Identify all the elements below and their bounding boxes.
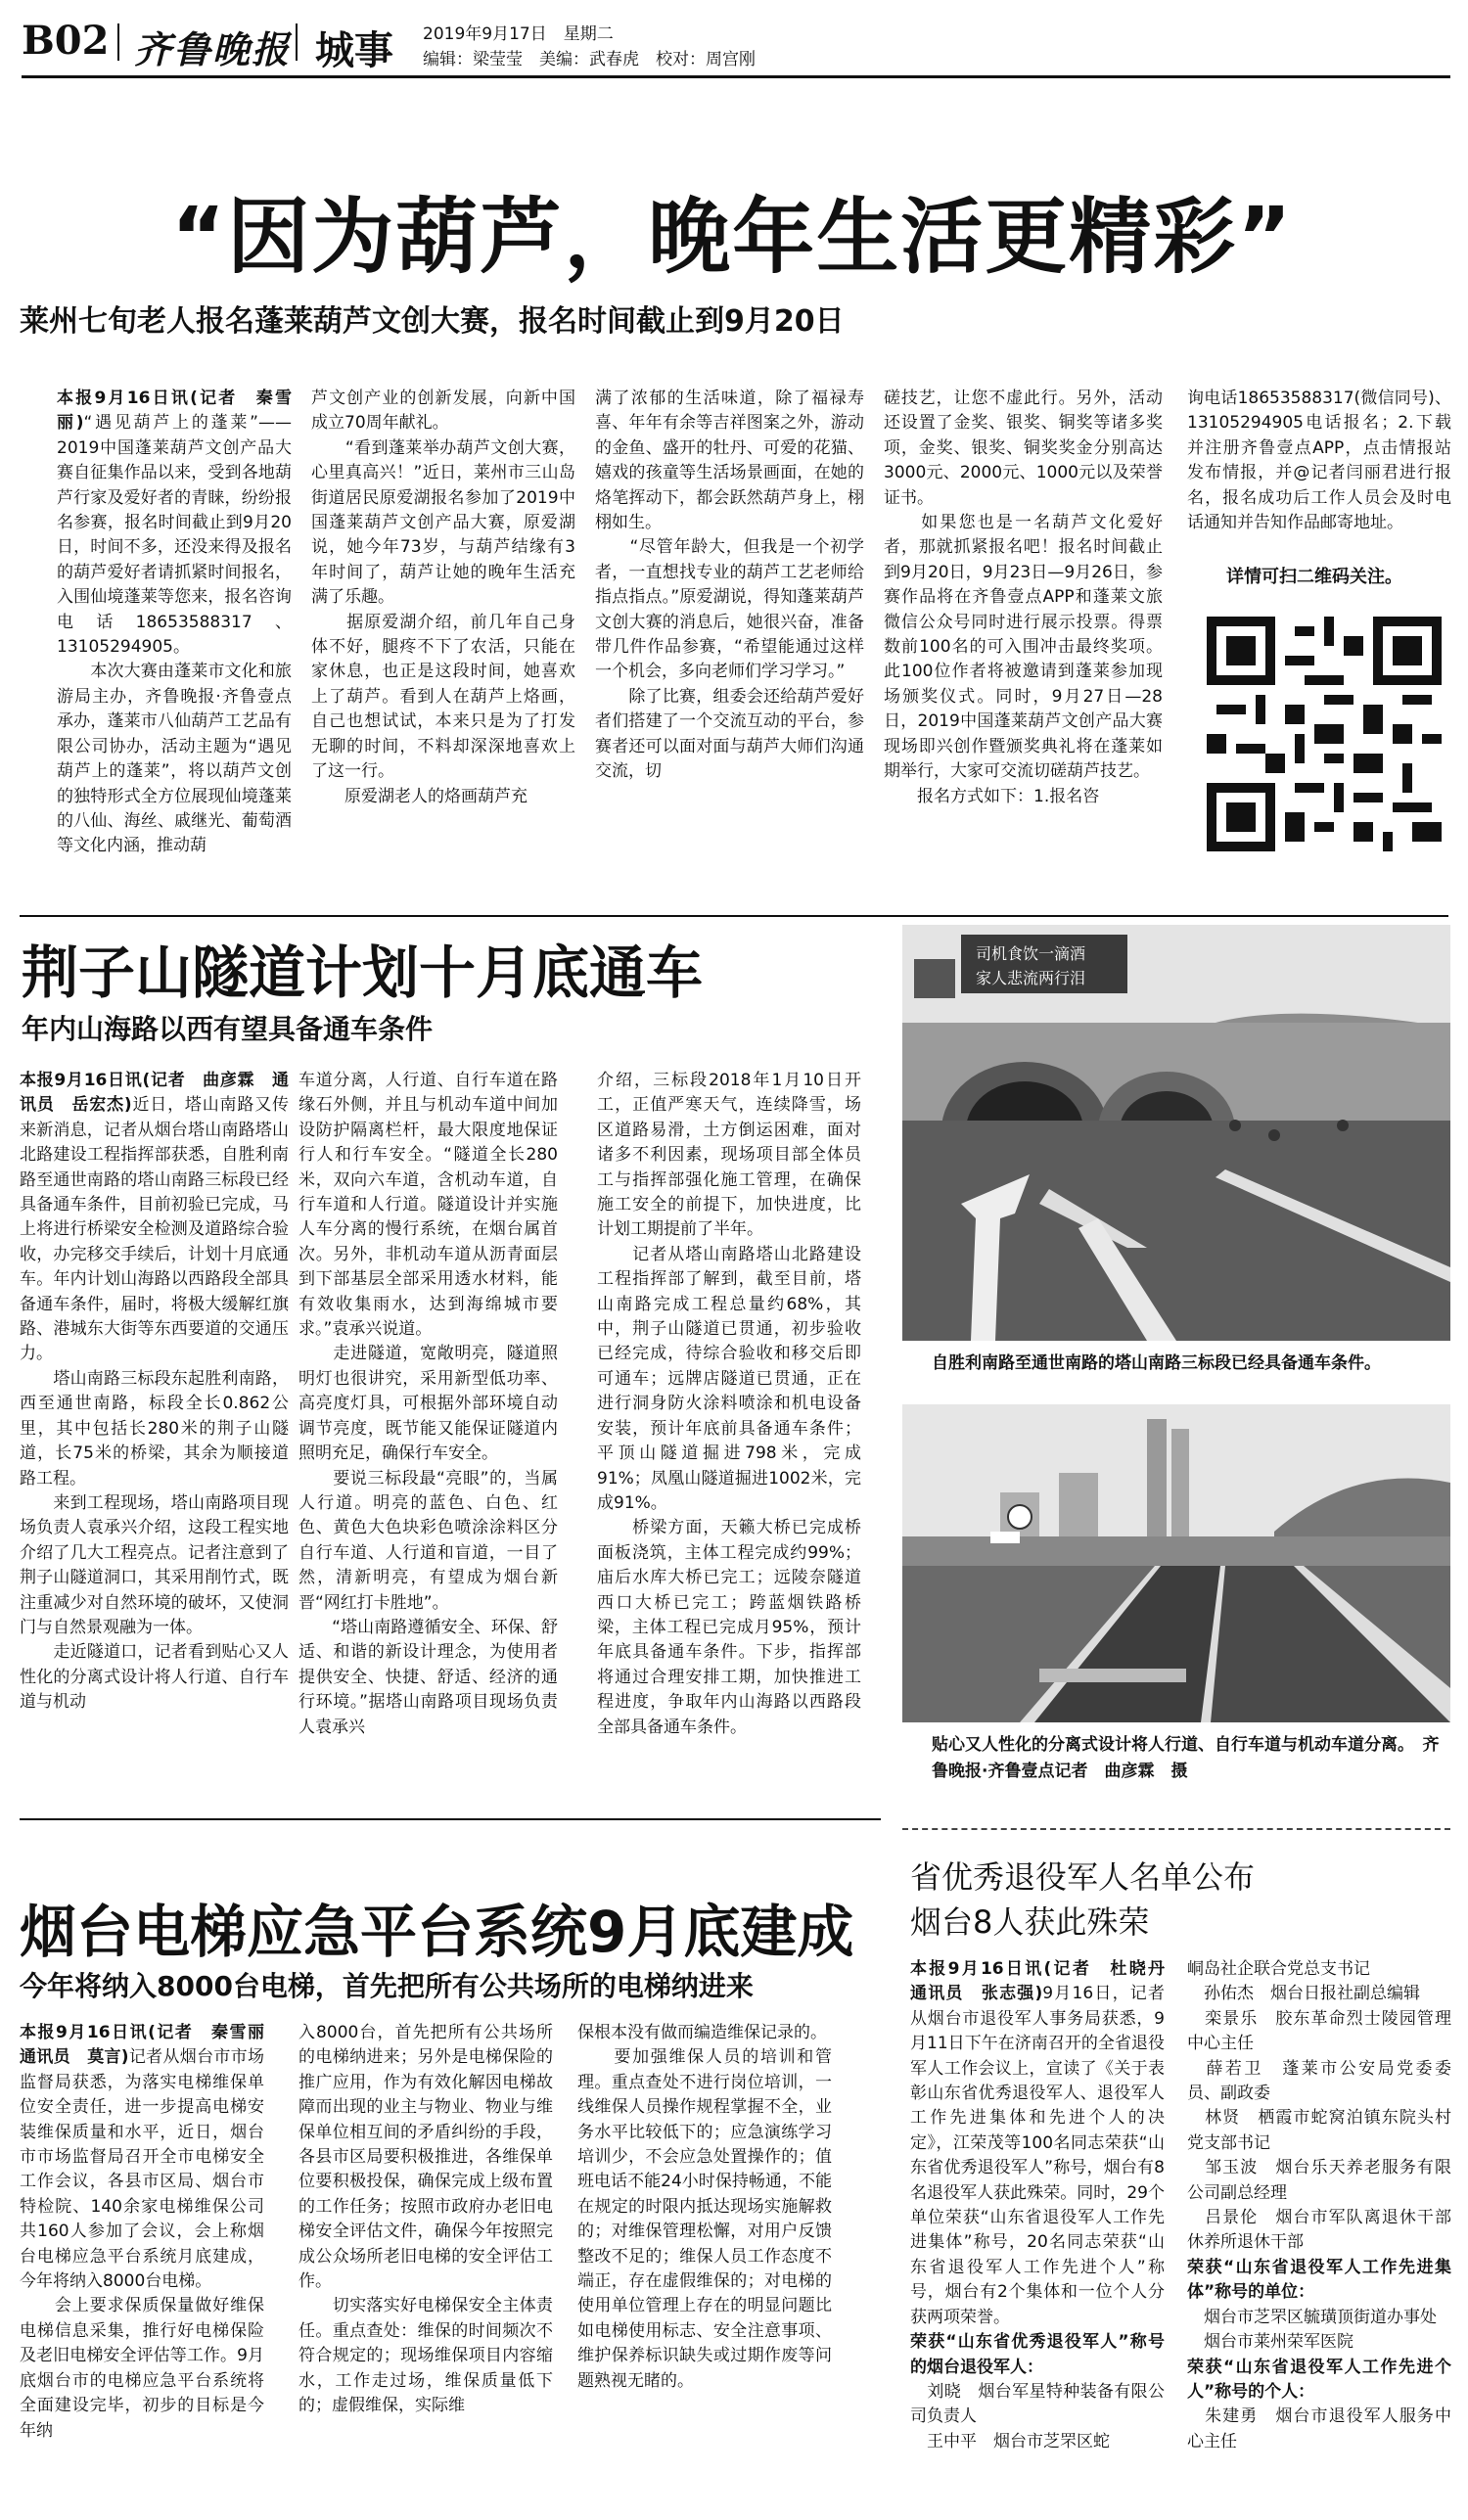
article2-column-1: 本报9月16日讯(记者 曲彦霖 通讯员 岳宏杰)近日，塔山南路又传来新消息，记者从烟台塔山南路塔山北路建设工程指挥部获悉，自胜利南路至通世南路的塔山南路三标段已经具备通车条件，目前初验已完成，马上将进行桥梁安全检测及道路综合验收，办完移交手续后，计划十月底通车。年内计划山海路以西路段全部具备通车条件，届时，将极大缓解红旗路、港城东大街等东西要道的交通压力。 塔山南路三标段东起胜利南路，西至通世南路，标段全长0.862公里，其中包括长280米的荆子山隧道，长75米的桥梁，其余为顺接道路工程。 来到工程现场，塔山南路项目现场负责人袁承兴介绍，这段工程实地介绍了几大工程亮点。记者注意到了荆子山隧道洞口，其采用削竹式，既注重减少对自然环境的破坏，又使洞门与自然景观融为一体。 走近隧道口，记者看到贴心又人性化的分离式设计将人行道、自行车道与机动 bbox=[20, 1071, 290, 1713]
article2-column-2: 车道分离，人行道、自行车道在路缘石外侧，并且与机动车道中间加设防护隔离栏杆，最大限度地保证行人和行车安全。“隧道全长280米，双向六车道，含机动车道，自行车道和人行道。隧道设计并实施人车分离的慢行系统，在烟台属首次。另外，非机动车道从沥青面层到下部基层全部采用透水材料，能有效收集雨水，达到海绵城市要求。”袁承兴说道。 走进隧道，宽敞明亮，隧道照明灯也很讲究，采用新型低功率、高亮度灯具，可根据外部环境自动调节亮度，既节能又能保证隧道内照明充足，确保行车安全。 要说三标段最“亮眼”的，当属人行道。明亮的蓝色、白色、红色、黄色大色块彩色喷涂涂料区分自行车道、人行道和盲道，一目了然，清新明亮，有望成为烟台新晋“网红打卡胜地”。 “塔山南路遵循安全、环保、舒适、和谐的新设计理念，为使用者提供安全、快捷、舒适、经济的通行环境。”据塔山南路项目现场负责人袁承兴 bbox=[298, 1071, 558, 1737]
qr-note: 详情可扫二维码关注。 bbox=[1226, 567, 1402, 587]
article1-column-3: 满了浓郁的生活味道，除了福禄寿喜、年年有余等吉祥图案之外，游动的金鱼、盛开的牡丹、可爱的花猫、嬉戏的孩童等生活场景画面，在她的烙笔挥动下，都会跃然葫芦身上，栩栩如生。 “尽管年龄大，但我是一个初学者，一直想找专业的葫芦工艺老师给指点指点。”原爱湖说，得知蓬莱葫芦文创大赛的消息后，她很兴奋，准备带几件作品参赛，“希望能通过这样一个机会，多向老师们学习学习。” 除了比赛，组委会还给葫芦爱好者们搭建了一个交流互动的平台，参赛者还可以面对面与葫芦大师们沟通交流，切 bbox=[595, 389, 864, 782]
page-number: B02 bbox=[22, 18, 110, 64]
qr-code[interactable] bbox=[1207, 617, 1442, 851]
article1-column-5: 询电话18653588317(微信同号)、13105294905电话报名；2.下载并注册齐鲁壹点APP，点击情报站发布情报，并@记者闫丽君进行报名，报名成功后工作人员会及时电话通知并告知作品邮寄地址。 bbox=[1187, 389, 1451, 533]
road-sign-text-1: 司机食饮一滴酒 bbox=[976, 946, 1086, 963]
article1-column-1: 本报9月16日讯(记者 秦雪丽)“遇见葫芦上的蓬莱”——2019中国蓬莱葫芦文创产品大赛自征集作品以来，受到各地葫芦行家及爱好者的青睐，纷纷报名参赛，报名时间截止到9月20日，时间不多，还没来得及报名的葫芦爱好者请抓紧时间报名，入围仙境蓬莱等您来，报名咨询电话18653588317、13105294905。 本次大赛由蓬莱市文化和旅游局主办，齐鲁晚报·齐鲁壹点承办，蓬莱市八仙葫芦工艺品有限公司协办，活动主题为“遇见葫芦上的蓬莱”，将以葫芦文创的独特形式全方位展现仙境蓬莱的八仙、海丝、戚继光、葡萄酒等文化内涵，推动葫 bbox=[57, 389, 292, 856]
article3-title: 烟台电梯应急平台系统9月底建成 bbox=[20, 1899, 854, 1965]
article3-column-2: 入8000台，首先把所有公共场所的电梯纳进来；另外是电梯保险的推广应用，作为有效化解因电梯故障而出现的业主与物业、物业与维保单位相互间的矛盾纠纷的手段，各县市区局要积极推进，各维保单位要积极投保，确保完成上级布置的工作任务；按照市政府办老旧电梯安全评估文件，确保今年按照完成公众场所老旧电梯的安全评估工作。 切实落实好电梯保安全主体责任。重点查处：维保的时间频次不符合规定的；现场维保项目内容缩水，工作走过场，维保质量低下的；虚假维保，实际维 bbox=[298, 2023, 553, 2416]
date-line: 2019年9月17日 星期二 bbox=[423, 24, 614, 44]
article1-lead: 本报9月16日讯(记者 秦雪丽) bbox=[57, 389, 292, 434]
article3-lead: 本报9月16日讯(记者 秦雪丽 通讯员 莫言) bbox=[20, 2023, 281, 2068]
header-separator bbox=[296, 23, 298, 61]
road-sign-text-2: 家人悲流两行泪 bbox=[976, 971, 1086, 987]
newspaper-name: 齐鲁晚报 bbox=[134, 27, 292, 71]
article4-title-line-2: 烟台8人获此殊荣 bbox=[910, 1903, 1150, 1941]
article1-title: “因为葫芦，晚年生活更精彩” bbox=[171, 189, 1294, 285]
section-name: 城事 bbox=[315, 28, 393, 73]
article4-column-2: 峒岛社企联合党总支书记 孙佑杰 烟台日报社副总编辑 栾景乐 胶东革命烈士陵园管理中心主任 薛若卫 蓬莱市公安局党委委员、副政委 林贤 栖霞市蛇窝泊镇东院头村党支部书记 邹玉波 烟台乐天养老服务有限公司副总经理 吕景伦 烟台市军队离退休干部休养所退休干部 荣获“山东省退役军人工作先进集体”称号的单位： 烟台市芝罘区毓璜顶街道办事处 烟台市莱州荣军医院 荣获“山东省退役军人工作先进个人”称号的个人： 朱建勇 烟台市退役军人服务中心主任 bbox=[1187, 1959, 1451, 2451]
section-divider bbox=[20, 915, 1448, 917]
section-divider bbox=[20, 1818, 881, 1820]
article4-title-line-1: 省优秀退役军人名单公布 bbox=[910, 1858, 1256, 1896]
tunnel-photo bbox=[902, 925, 1450, 1341]
header-separator bbox=[117, 23, 119, 61]
article3-subtitle: 今年将纳入8000台电梯，首先把所有公共场所的电梯纳进来 bbox=[20, 1970, 754, 2002]
photo2-caption: 贴心又人性化的分离式设计将人行道、自行车道与机动车道分离。 齐鲁晚报·齐鲁壹点记者 曲彦霖 摄 bbox=[932, 1735, 1440, 1781]
article1-column-2: 芦文创产业的创新发展，向新中国成立70周年献礼。 “看到蓬莱举办葫芦文创大赛，心里真高兴！”近日，莱州市三山岛街道居民原爱湖报名参加了2019中国蓬莱葫芦文创产品大赛，原爱湖说，她今年73岁，与葫芦结缘有3年时间了，葫芦让她的晚年生活充满了乐趣。 据原爱湖介绍，前几年自己身体不好，腿疼不下了农活，只能在家休息，也正是这段时间，她喜欢上了葫芦。看到人在葫芦上烙画，自己也想试试，本来只是为了打发无聊的时间，不料却深深地喜欢上了这一行。 原爱湖老人的烙画葫芦充 bbox=[311, 389, 575, 806]
page-header bbox=[22, 18, 1450, 78]
article2-column-3: 介绍，三标段2018年1月10日开工，正值严寒天气，连续降雪，场区道路易滑，土方倒运困难，面对诸多不利因素，现场项目部全体员工与指挥部强化施工管理，在确保施工安全的前提下，加快进度，比计划工期提前了半年。 记者从塔山南路塔山北路建设工程指挥部了解到，截至目前，塔山南路完成工程总量约68%，其中，荆子山隧道已贯通，初步验收已经完成，待综合验收和移交后即可通车；远牌店隧道已贯通，正在进行洞身防火涂料喷涂和机电设备安装，预计年底前具备通车条件；平顶山隧道掘进798米，完成91%；凤凰山隧道掘进1002米，完成91%。 桥梁方面，天籁大桥已完成桥面板浇筑，主体工程完成约99%；庙后水库大桥已完工；远陵奈隧道西口大桥已完工；跨蓝烟铁路桥梁，主体工程已完成月95%，预计年底具备通车条件。下步，指挥部将通过合理安排工期，加快推进工程进度，争取年内山海路以西路段全部具备通车条件。 bbox=[597, 1071, 861, 1737]
article2-lead: 本报9月16日讯(记者 曲彦霖 通讯员 岳宏杰) bbox=[20, 1071, 289, 1116]
section-divider-dashed bbox=[902, 1828, 1450, 1830]
lane-photo bbox=[902, 1404, 1450, 1722]
article4-column-1: 本报9月16日讯(记者 杜晓丹 通讯员 张志强)9月16日，记者从烟台市退役军人事务局获悉，9月11日下午在济南召开的全省退役军人工作会议上，宣读了《关于表彰山东省优秀退役军人、退役军人工作先进集体和先进个人的决定》，江荣茂等100名同志荣获“山东省优秀退役军人”称号，烟台有8名退役军人获此殊荣。同时，29个单位荣获“山东省退役军人工作先进集体”称号，20名同志荣获“山东省退役军人工作先进个人”称号，烟台有2个集体和一位个人分获两项荣誉。 荣获“山东省优秀退役军人”称号的烟台退役军人： 刘晓 烟台军星特种装备有限公司负责人 王中平 烟台市芝罘区蛇 bbox=[910, 1959, 1181, 2451]
article4-title bbox=[910, 1855, 1255, 1945]
article3-column-3: 保根本没有做而编造维保记录的。 要加强维保人员的培训和管理。重点查处不进行岗位培训，一线维保人员操作规程掌握不全，业务水平比较低下的；应急演练学习培训少，不会应急处置操作的；值班电话不能24小时保持畅通，不能在规定的时限内抵达现场实施解救的；对维保管理松懈，对用户反馈整改不足的；维保人员工作态度不端正，存在虚假维保的；对电梯的使用单位管理上存在的明显问题比如电梯使用标志、安全注意事项、维护保养标识缺失或过期作废等问题熟视无睹的。 bbox=[577, 2023, 832, 2391]
article2-title: 荆子山隧道计划十月底通车 bbox=[22, 939, 704, 1006]
article1-subtitle: 莱州七旬老人报名蓬莱葫芦文创大赛，报名时间截止到9月20日 bbox=[20, 304, 845, 339]
photo1-caption: 自胜利南路至通世南路的塔山南路三标段已经具备通车条件。 bbox=[932, 1353, 1381, 1373]
article2-subtitle: 年内山海路以西有望具备通车条件 bbox=[22, 1013, 434, 1045]
article1-column-4: 磋技艺，让您不虚此行。另外，活动还设置了金奖、银奖、铜奖等诸多奖项，金奖、银奖、铜奖奖金分别高达3000元、2000元、1000元以及荣誉证书。 如果您也是一名葫芦文化爱好者，那就抓紧报名吧！报名时间截止到9月20日，9月23日—9月26日，参赛作品将在齐鲁壹点APP和蓬莱文旅微信公众号同时进行展示投票。得票数前100名的可入围冲击最终奖项。此100位作者将被邀请到蓬莱参加现场颁奖仪式。同时，9月27日—28日，2019中国蓬莱葫芦文创产品大赛现场即兴创作暨颁奖典礼将在蓬莱如期举行，大家可交流切磋葫芦技艺。 报名方式如下：1.报名咨 bbox=[884, 389, 1163, 806]
article4-lead: 本报9月16日讯(记者 杜晓丹 通讯员 张志强) bbox=[910, 1959, 1181, 2004]
staff-line: 编辑：梁莹莹 美编：武春虎 校对：周宫刚 bbox=[423, 50, 756, 69]
article3-column-1: 本报9月16日讯(记者 秦雪丽 通讯员 莫言)记者从烟台市市场监督局获悉，为落实电梯维保单位安全责任，进一步提高电梯安装维保质量和水平，近日，烟台市市场监督局召开全市电梯安全工作会议，各县市区局、烟台市特检院、140余家电梯维保公司共160人参加了会议，会上称烟台电梯应急平台系统月底建成，今年将纳入8000台电梯。 会上要求保质保量做好维保电梯信息采集，推行好电梯保险及老旧电梯安全评估等工作。9月底烟台市的电梯应急平台系统将全面建设完毕，初步的目标是今年纳 bbox=[20, 2023, 281, 2441]
